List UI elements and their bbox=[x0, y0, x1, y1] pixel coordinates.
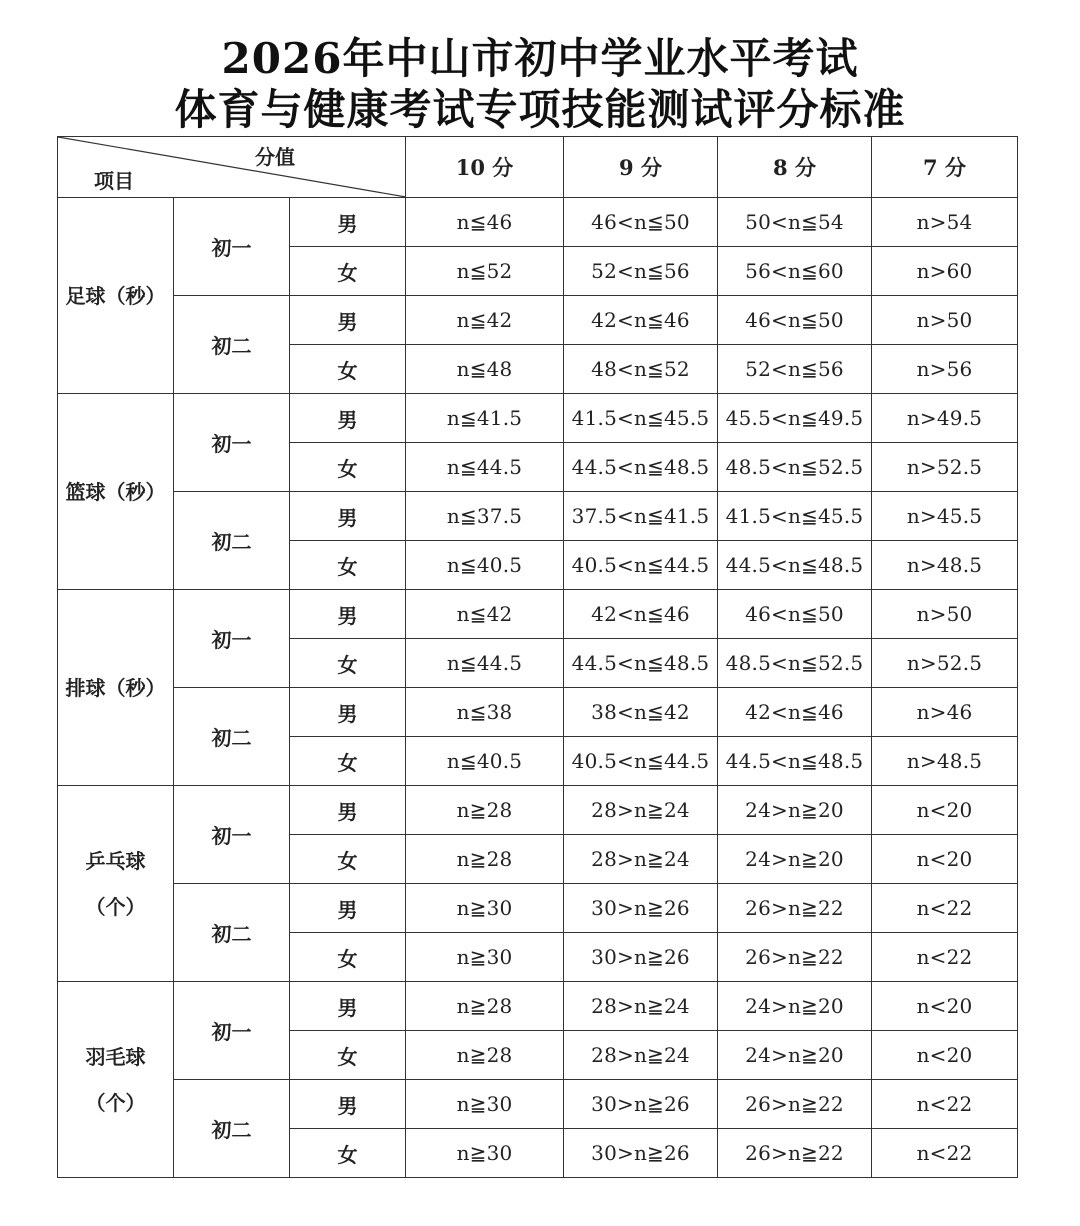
criterion-cell: 50<n≦54 bbox=[718, 198, 872, 247]
criterion-cell: 52<n≦56 bbox=[564, 247, 718, 296]
table-row bbox=[58, 884, 1018, 933]
criterion-cell: n>60 bbox=[872, 247, 1018, 296]
criterion-cell: n>46 bbox=[872, 688, 1018, 737]
criterion-cell: n≧28 bbox=[406, 982, 564, 1031]
criterion-cell: n<20 bbox=[872, 786, 1018, 835]
gender-cell: 女 bbox=[290, 933, 406, 982]
table-row bbox=[58, 492, 1018, 541]
criterion-cell: n>54 bbox=[872, 198, 1018, 247]
criterion-cell: 26>n≧22 bbox=[718, 884, 872, 933]
criterion-cell: 46<n≦50 bbox=[718, 590, 872, 639]
criterion-cell: 48.5<n≦52.5 bbox=[718, 443, 872, 492]
criterion-cell: 44.5<n≦48.5 bbox=[564, 443, 718, 492]
score-header-10: 10 分 bbox=[406, 137, 564, 198]
table-row bbox=[58, 394, 1018, 443]
score-header-7: 7 分 bbox=[872, 137, 1018, 198]
criterion-cell: 44.5<n≦48.5 bbox=[718, 737, 872, 786]
criterion-cell: n≧30 bbox=[406, 1080, 564, 1129]
criterion-cell: 40.5<n≦44.5 bbox=[564, 541, 718, 590]
criterion-cell: n<22 bbox=[872, 884, 1018, 933]
scoring-table bbox=[57, 136, 1018, 1178]
table-row bbox=[58, 982, 1018, 1031]
criterion-cell: 26>n≧22 bbox=[718, 1080, 872, 1129]
criterion-cell: n>52.5 bbox=[872, 443, 1018, 492]
criterion-cell: 56<n≦60 bbox=[718, 247, 872, 296]
criterion-cell: 52<n≦56 bbox=[718, 345, 872, 394]
grade-cell: 初二 bbox=[174, 1080, 290, 1178]
grade-cell: 初一 bbox=[174, 982, 290, 1080]
criterion-cell: 37.5<n≦41.5 bbox=[564, 492, 718, 541]
criterion-cell: 26>n≧22 bbox=[718, 933, 872, 982]
criterion-cell: 28>n≧24 bbox=[564, 786, 718, 835]
gender-cell: 女 bbox=[290, 345, 406, 394]
criterion-cell: n<20 bbox=[872, 982, 1018, 1031]
gender-cell: 女 bbox=[290, 247, 406, 296]
criterion-cell: 48.5<n≦52.5 bbox=[718, 639, 872, 688]
sport-name-line: 篮球（秒） bbox=[65, 479, 166, 504]
sport-name-cell bbox=[58, 982, 174, 1178]
criterion-cell: 30>n≧26 bbox=[564, 933, 718, 982]
criterion-cell: n≧28 bbox=[406, 786, 564, 835]
criterion-cell: n>52.5 bbox=[872, 639, 1018, 688]
criterion-cell: n≦52 bbox=[406, 247, 564, 296]
criterion-cell: 24>n≧20 bbox=[718, 1031, 872, 1080]
criterion-cell: 40.5<n≦44.5 bbox=[564, 737, 718, 786]
gender-cell: 男 bbox=[290, 786, 406, 835]
gender-cell: 女 bbox=[290, 1129, 406, 1178]
criterion-cell: 30>n≧26 bbox=[564, 1080, 718, 1129]
gender-cell: 男 bbox=[290, 688, 406, 737]
gender-cell: 女 bbox=[290, 541, 406, 590]
criterion-cell: 41.5<n≦45.5 bbox=[564, 394, 718, 443]
table-row bbox=[58, 1080, 1018, 1129]
criterion-cell: 45.5<n≦49.5 bbox=[718, 394, 872, 443]
criterion-cell: 46<n≦50 bbox=[564, 198, 718, 247]
table-row bbox=[58, 590, 1018, 639]
criterion-cell: 38<n≦42 bbox=[564, 688, 718, 737]
criterion-cell: n>48.5 bbox=[872, 737, 1018, 786]
criterion-cell: n≧28 bbox=[406, 835, 564, 884]
criterion-cell: n≦46 bbox=[406, 198, 564, 247]
corner-item-label: 项目 bbox=[94, 169, 134, 193]
criterion-cell: 44.5<n≦48.5 bbox=[564, 639, 718, 688]
criterion-cell: n≧30 bbox=[406, 933, 564, 982]
criterion-cell: n≦40.5 bbox=[406, 737, 564, 786]
criterion-cell: n≦38 bbox=[406, 688, 564, 737]
criterion-cell: n≧28 bbox=[406, 1031, 564, 1080]
gender-cell: 女 bbox=[290, 737, 406, 786]
grade-cell: 初二 bbox=[174, 492, 290, 590]
criterion-cell: n>56 bbox=[872, 345, 1018, 394]
criterion-cell: n≦42 bbox=[406, 590, 564, 639]
score-header-8: 8 分 bbox=[718, 137, 872, 198]
gender-cell: 男 bbox=[290, 198, 406, 247]
gender-cell: 男 bbox=[290, 590, 406, 639]
grade-cell: 初二 bbox=[174, 296, 290, 394]
criterion-cell: 28>n≧24 bbox=[564, 835, 718, 884]
gender-cell: 男 bbox=[290, 492, 406, 541]
gender-cell: 男 bbox=[290, 394, 406, 443]
grade-cell: 初二 bbox=[174, 688, 290, 786]
criterion-cell: 28>n≧24 bbox=[564, 1031, 718, 1080]
criterion-cell: 24>n≧20 bbox=[718, 835, 872, 884]
criterion-cell: n≦44.5 bbox=[406, 639, 564, 688]
criterion-cell: n≦37.5 bbox=[406, 492, 564, 541]
criterion-cell: 42<n≦46 bbox=[564, 296, 718, 345]
criterion-cell: n<22 bbox=[872, 1129, 1018, 1178]
sport-name-cell bbox=[58, 786, 174, 982]
criterion-cell: n<22 bbox=[872, 933, 1018, 982]
corner-score-label: 分值 bbox=[255, 145, 296, 169]
sport-name-cell bbox=[58, 394, 174, 590]
criterion-cell: 28>n≧24 bbox=[564, 982, 718, 1031]
title-line-2: 体育与健康考试专项技能测试评分标准 bbox=[174, 85, 906, 134]
score-header-9: 9 分 bbox=[564, 137, 718, 198]
criterion-cell: 48<n≦52 bbox=[564, 345, 718, 394]
gender-cell: 女 bbox=[290, 835, 406, 884]
criterion-cell: n>48.5 bbox=[872, 541, 1018, 590]
grade-cell: 初一 bbox=[174, 786, 290, 884]
gender-cell: 男 bbox=[290, 1080, 406, 1129]
criterion-cell: n≧30 bbox=[406, 1129, 564, 1178]
criterion-cell: n≦48 bbox=[406, 345, 564, 394]
grade-cell: 初一 bbox=[174, 198, 290, 296]
criterion-cell: 44.5<n≦48.5 bbox=[718, 541, 872, 590]
criterion-cell: n≦42 bbox=[406, 296, 564, 345]
grade-cell: 初二 bbox=[174, 884, 290, 982]
gender-cell: 女 bbox=[290, 1031, 406, 1080]
criterion-cell: 46<n≦50 bbox=[718, 296, 872, 345]
criterion-cell: 41.5<n≦45.5 bbox=[718, 492, 872, 541]
criterion-cell: 42<n≦46 bbox=[718, 688, 872, 737]
criterion-cell: n≦44.5 bbox=[406, 443, 564, 492]
header-row bbox=[58, 137, 1018, 198]
gender-cell: 男 bbox=[290, 982, 406, 1031]
grade-cell: 初一 bbox=[174, 394, 290, 492]
sport-name-line: 羽毛球 bbox=[85, 1044, 146, 1069]
criterion-cell: 30>n≧26 bbox=[564, 884, 718, 933]
sport-name-line: （个） bbox=[85, 1090, 146, 1115]
table-row bbox=[58, 296, 1018, 345]
criterion-cell: n≧30 bbox=[406, 884, 564, 933]
criterion-cell: 42<n≦46 bbox=[564, 590, 718, 639]
criterion-cell: 30>n≧26 bbox=[564, 1129, 718, 1178]
table-row bbox=[58, 688, 1018, 737]
criterion-cell: n>50 bbox=[872, 296, 1018, 345]
header-corner-cell bbox=[58, 137, 406, 198]
criterion-cell: n≦40.5 bbox=[406, 541, 564, 590]
sport-name-cell bbox=[58, 590, 174, 786]
table-row bbox=[58, 198, 1018, 247]
sport-name-cell bbox=[58, 198, 174, 394]
sport-name-line: （个） bbox=[85, 894, 146, 919]
sport-name-line: 乒乓球 bbox=[85, 848, 146, 873]
gender-cell: 女 bbox=[290, 443, 406, 492]
sport-name-line: 排球（秒） bbox=[65, 675, 166, 700]
criterion-cell: n≦41.5 bbox=[406, 394, 564, 443]
gender-cell: 男 bbox=[290, 296, 406, 345]
criterion-cell: 24>n≧20 bbox=[718, 982, 872, 1031]
criterion-cell: 26>n≧22 bbox=[718, 1129, 872, 1178]
criterion-cell: n<20 bbox=[872, 835, 1018, 884]
sport-name-line: 足球（秒） bbox=[65, 283, 166, 308]
criterion-cell: n>49.5 bbox=[872, 394, 1018, 443]
grade-cell: 初一 bbox=[174, 590, 290, 688]
criterion-cell: 24>n≧20 bbox=[718, 786, 872, 835]
criterion-cell: n>45.5 bbox=[872, 492, 1018, 541]
gender-cell: 男 bbox=[290, 884, 406, 933]
title-line-1: 2026年中山市初中学业水平考试 bbox=[221, 34, 859, 83]
gender-cell: 女 bbox=[290, 639, 406, 688]
criterion-cell: n<22 bbox=[872, 1080, 1018, 1129]
criterion-cell: n>50 bbox=[872, 590, 1018, 639]
table-row bbox=[58, 786, 1018, 835]
criterion-cell: n<20 bbox=[872, 1031, 1018, 1080]
